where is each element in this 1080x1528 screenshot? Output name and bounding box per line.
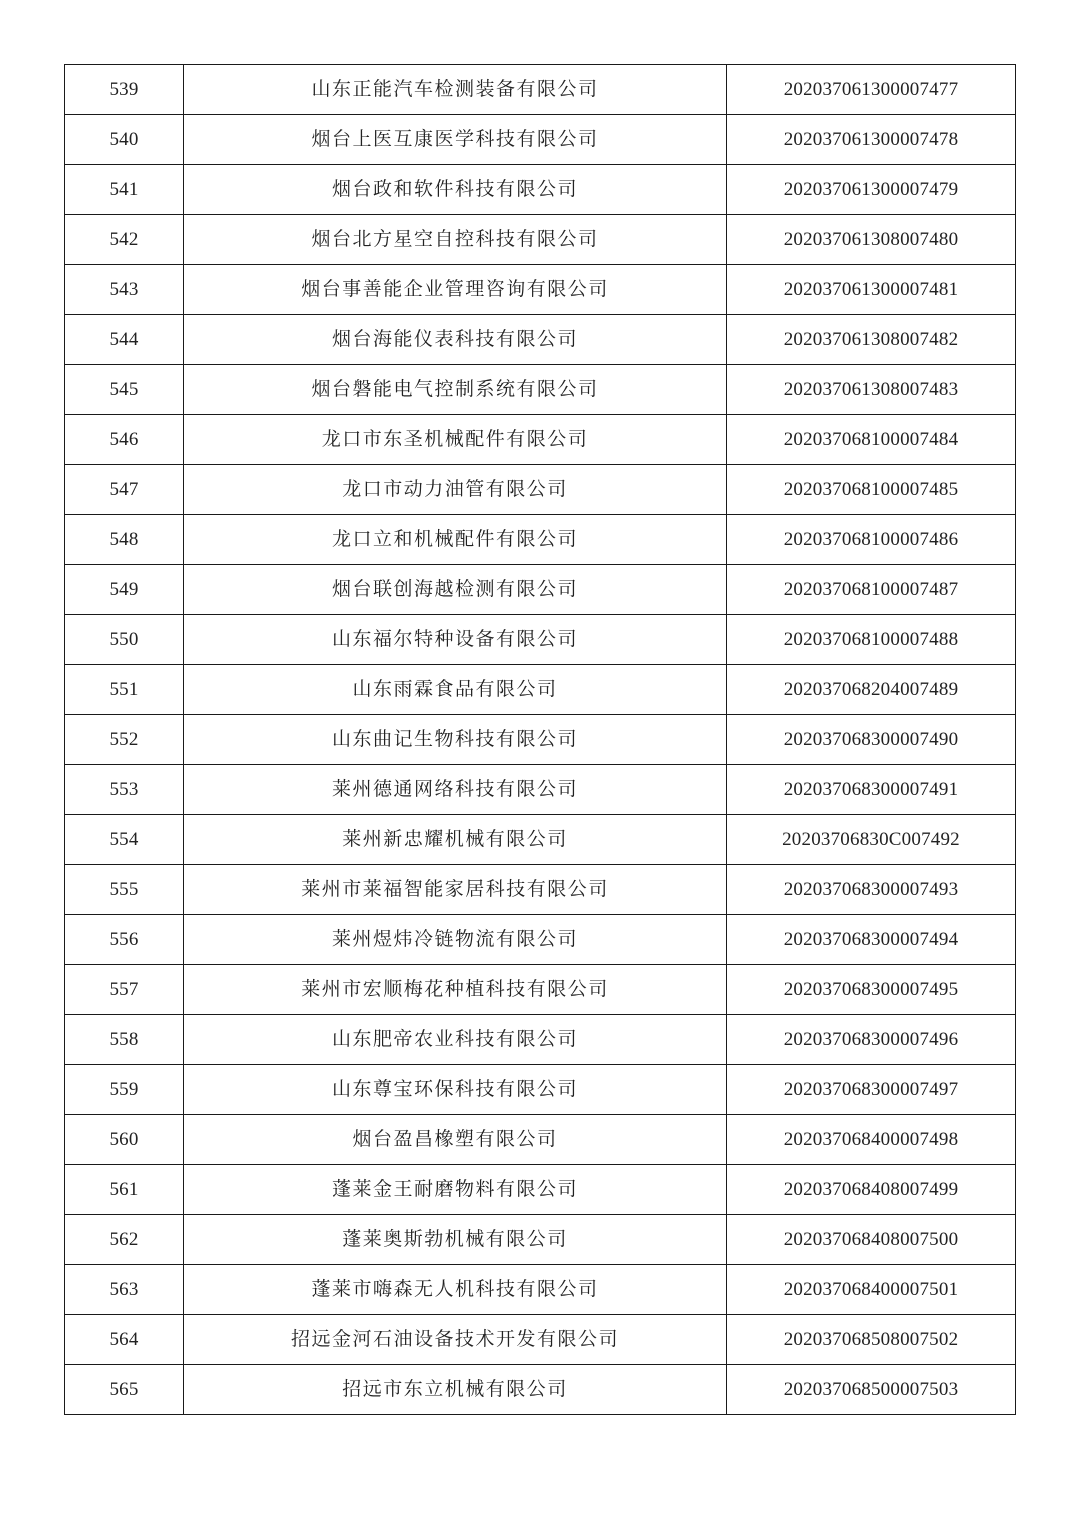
registration-code-cell: 202037068400007498 [727,1115,1016,1165]
row-number-cell: 563 [65,1265,184,1315]
company-name-cell: 烟台联创海越检测有限公司 [184,565,727,615]
company-name-cell: 烟台上医互康医学科技有限公司 [184,115,727,165]
table-row [65,1265,1016,1315]
company-name-cell: 莱州市莱福智能家居科技有限公司 [184,865,727,915]
row-number-cell: 564 [65,1315,184,1365]
table-row [65,265,1016,315]
row-number-cell: 560 [65,1115,184,1165]
registration-code-cell: 202037068100007486 [727,515,1016,565]
table-row [65,1065,1016,1115]
row-number-cell: 540 [65,115,184,165]
row-number-cell: 550 [65,615,184,665]
row-number-cell: 548 [65,515,184,565]
company-name-cell: 招远市东立机械有限公司 [184,1365,727,1415]
row-number-cell: 539 [65,65,184,115]
table-row [65,915,1016,965]
registration-code-cell: 202037068300007493 [727,865,1016,915]
table-row [65,465,1016,515]
row-number-cell: 559 [65,1065,184,1115]
company-name-cell: 蓬莱金王耐磨物料有限公司 [184,1165,727,1215]
company-name-cell: 莱州新忠耀机械有限公司 [184,815,727,865]
company-name-cell: 山东曲记生物科技有限公司 [184,715,727,765]
registration-code-cell: 202037061300007481 [727,265,1016,315]
registration-code-cell: 202037068300007496 [727,1015,1016,1065]
registration-code-cell: 202037061300007478 [727,115,1016,165]
row-number-cell: 545 [65,365,184,415]
company-name-cell: 山东福尔特种设备有限公司 [184,615,727,665]
company-name-cell: 龙口市东圣机械配件有限公司 [184,415,727,465]
row-number-cell: 565 [65,1365,184,1415]
company-name-cell: 蓬莱市嗨森无人机科技有限公司 [184,1265,727,1315]
company-name-cell: 龙口立和机械配件有限公司 [184,515,727,565]
table-row [65,215,1016,265]
company-name-cell: 烟台事善能企业管理咨询有限公司 [184,265,727,315]
table-row [65,365,1016,415]
table-row [65,1365,1016,1415]
registration-code-cell: 202037061308007482 [727,315,1016,365]
registration-code-cell: 202037068500007503 [727,1365,1016,1415]
company-name-cell: 蓬莱奥斯勃机械有限公司 [184,1215,727,1265]
table-row [65,1315,1016,1365]
table-row [65,815,1016,865]
table-row [65,1215,1016,1265]
table-row [65,665,1016,715]
table-row [65,715,1016,765]
registration-code-cell: 20203706830C007492 [727,815,1016,865]
company-registry-table [64,64,1016,1415]
row-number-cell: 562 [65,1215,184,1265]
registration-code-cell: 202037068300007490 [727,715,1016,765]
row-number-cell: 552 [65,715,184,765]
row-number-cell: 544 [65,315,184,365]
registration-code-cell: 202037068508007502 [727,1315,1016,1365]
row-number-cell: 542 [65,215,184,265]
row-number-cell: 541 [65,165,184,215]
registration-code-cell: 202037061308007483 [727,365,1016,415]
row-number-cell: 553 [65,765,184,815]
row-number-cell: 547 [65,465,184,515]
table-row [65,115,1016,165]
table-row [65,615,1016,665]
registration-code-cell: 202037068100007487 [727,565,1016,615]
table-row [65,965,1016,1015]
registration-code-cell: 202037068408007499 [727,1165,1016,1215]
company-name-cell: 山东尊宝环保科技有限公司 [184,1065,727,1115]
table-row [65,765,1016,815]
company-name-cell: 莱州市宏顺梅花种植科技有限公司 [184,965,727,1015]
table-body [65,65,1016,1415]
table-row [65,1015,1016,1065]
row-number-cell: 561 [65,1165,184,1215]
row-number-cell: 551 [65,665,184,715]
registration-code-cell: 202037068100007485 [727,465,1016,515]
row-number-cell: 557 [65,965,184,1015]
registration-code-cell: 202037061308007480 [727,215,1016,265]
row-number-cell: 549 [65,565,184,615]
registration-code-cell: 202037068300007495 [727,965,1016,1015]
company-name-cell: 烟台盈昌橡塑有限公司 [184,1115,727,1165]
company-name-cell: 莱州煜炜冷链物流有限公司 [184,915,727,965]
registration-code-cell: 202037068100007488 [727,615,1016,665]
row-number-cell: 543 [65,265,184,315]
company-name-cell: 山东肥帝农业科技有限公司 [184,1015,727,1065]
row-number-cell: 556 [65,915,184,965]
row-number-cell: 558 [65,1015,184,1065]
registration-code-cell: 202037061300007477 [727,65,1016,115]
registration-code-cell: 202037068300007497 [727,1065,1016,1115]
table-row [65,565,1016,615]
row-number-cell: 554 [65,815,184,865]
company-name-cell: 烟台海能仪表科技有限公司 [184,315,727,365]
row-number-cell: 546 [65,415,184,465]
table-row [65,415,1016,465]
registration-code-cell: 202037068100007484 [727,415,1016,465]
registration-code-cell: 202037068408007500 [727,1215,1016,1265]
table-row [65,1115,1016,1165]
company-name-cell: 山东雨霖食品有限公司 [184,665,727,715]
table-row [65,165,1016,215]
company-name-cell: 烟台北方星空自控科技有限公司 [184,215,727,265]
company-name-cell: 莱州德通网络科技有限公司 [184,765,727,815]
table-row [65,515,1016,565]
table-row [65,65,1016,115]
registration-code-cell: 202037068300007491 [727,765,1016,815]
table-row [65,1165,1016,1215]
table-row [65,865,1016,915]
registration-code-cell: 202037068300007494 [727,915,1016,965]
company-name-cell: 龙口市动力油管有限公司 [184,465,727,515]
table-row [65,315,1016,365]
company-name-cell: 烟台政和软件科技有限公司 [184,165,727,215]
row-number-cell: 555 [65,865,184,915]
company-name-cell: 山东正能汽车检测装备有限公司 [184,65,727,115]
registration-code-cell: 202037061300007479 [727,165,1016,215]
company-name-cell: 招远金河石油设备技术开发有限公司 [184,1315,727,1365]
registration-code-cell: 202037068400007501 [727,1265,1016,1315]
registration-code-cell: 202037068204007489 [727,665,1016,715]
company-name-cell: 烟台磐能电气控制系统有限公司 [184,365,727,415]
